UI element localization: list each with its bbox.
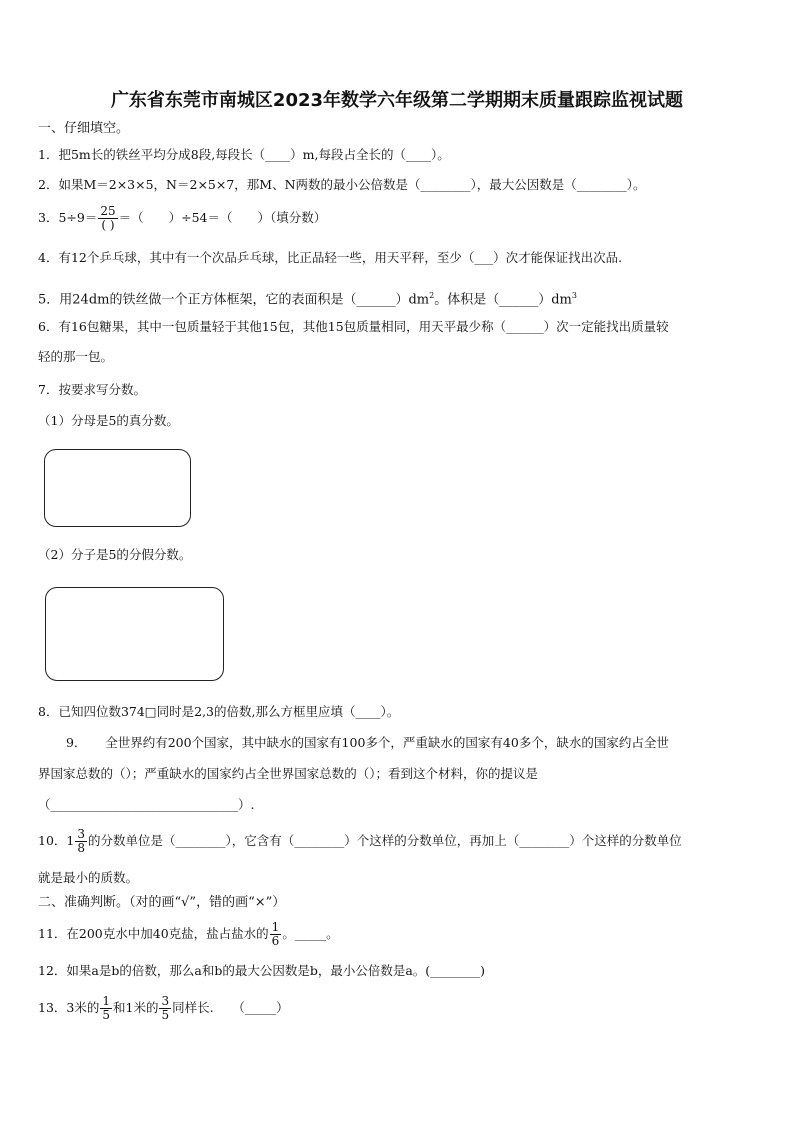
question-9-line-3: （______________________________）. [38, 797, 255, 812]
section-heading-true-false: 二、准确判断。（对的画“√”，错的画“×”） [38, 895, 286, 910]
question-5 [38, 287, 577, 309]
question-10-suffix: 的分数单位是（________），它含有（________）个这样的分数单位，再加上（________）个这样的分数单位 [88, 833, 682, 848]
question-9-line-2: 界国家总数的（）；严重缺水的国家约占全世界国家总数的（）；看到这个材料，你的提议是 [38, 766, 539, 781]
fraction-denominator: ( ) [101, 218, 115, 232]
answer-box-2[interactable] [45, 587, 224, 681]
question-2: 2．如果M＝2×3×5，N＝2×5×7，那M、N两数的最小公倍数是（________），最大公因数是（________）。 [38, 177, 646, 192]
superscript: 3 [571, 291, 577, 300]
question-10-line-2: 就是最小的质数。 [38, 870, 139, 885]
question-11-prefix: 11．在200克水中加40克盐，盐占盐水的 [38, 926, 269, 941]
question-7-part-2: （2）分子是5的分假分数。 [38, 547, 192, 562]
fraction-denominator: 5 [102, 1008, 110, 1022]
question-12: 12．如果a是b的倍数，那么a和b的最大公因数是b，最小公倍数是a。(________) [38, 963, 486, 978]
question-11 [38, 920, 339, 948]
question-5-part-a: 5．用24dm的铁丝做一个正方体框架，它的表面积是（______）dm [38, 292, 430, 308]
question-10 [38, 827, 682, 855]
page-title: 广东省东莞市南城区2023年数学六年级第二学期期末质量跟踪监视试题 [110, 90, 684, 111]
fraction-denominator: 5 [161, 1008, 170, 1022]
question-13-middle: 和1米的 [113, 1000, 159, 1015]
question-13 [38, 994, 289, 1022]
question-5-part-b: 。体积是（______）dm [434, 292, 572, 308]
fraction-numerator: 25 [100, 204, 116, 218]
question-7-part-1: （1）分母是5的真分数。 [38, 413, 179, 428]
fraction [270, 921, 282, 948]
question-6-line-1: 6．有16包糖果，其中一包质量轻于其他15包，其他15包质量相同，用天平最少称（______）次一定能找出质量较 [38, 319, 669, 334]
question-3-suffix: ＝（ ）÷54＝（ ）（填分数） [118, 210, 327, 225]
question-3-prefix: 3．5÷9＝ [38, 210, 98, 225]
question-13-prefix: 13．3米的 [38, 1000, 100, 1015]
superscript: 2 [429, 291, 435, 300]
fraction [75, 828, 87, 855]
question-3 [38, 204, 326, 232]
question-8: 8．已知四位数374□同时是2,3的倍数,那么方框里应填（____）。 [38, 704, 400, 719]
question-10-prefix: 10．1 [38, 833, 75, 848]
question-4: 4．有12个乒乓球，其中有一个次品乒乓球，比正品轻一些，用天平秤，至少（___）次才能保证找出次品. [38, 250, 623, 265]
fraction-numerator: 1 [102, 994, 110, 1008]
fraction-denominator: 8 [77, 841, 85, 855]
question-11-suffix: 。_____。 [282, 926, 339, 941]
fraction [98, 205, 117, 232]
question-13-suffix: 同样长. （_____） [172, 1000, 289, 1015]
fraction-numerator: 3 [77, 827, 85, 841]
question-9-line-1: 9． 全世界约有200个国家，其中缺水的国家有100多个，严重缺水的国家有40多个，缺水的国家约占全世 [66, 735, 669, 750]
fraction [100, 995, 112, 1022]
fraction [159, 995, 171, 1022]
fraction-numerator: 3 [161, 994, 170, 1008]
answer-box-1[interactable] [44, 449, 191, 527]
question-6-line-2: 轻的那一包。 [38, 349, 114, 364]
question-1: 1．把5m长的铁丝平均分成8段,每段长（____）m,每段占全长的（____）。 [38, 147, 450, 162]
question-7: 7．按要求写分数。 [38, 382, 146, 397]
fraction-denominator: 6 [271, 934, 280, 948]
fraction-numerator: 1 [271, 920, 280, 934]
section-heading-fill-in: 一、仔细填空。 [38, 121, 130, 136]
